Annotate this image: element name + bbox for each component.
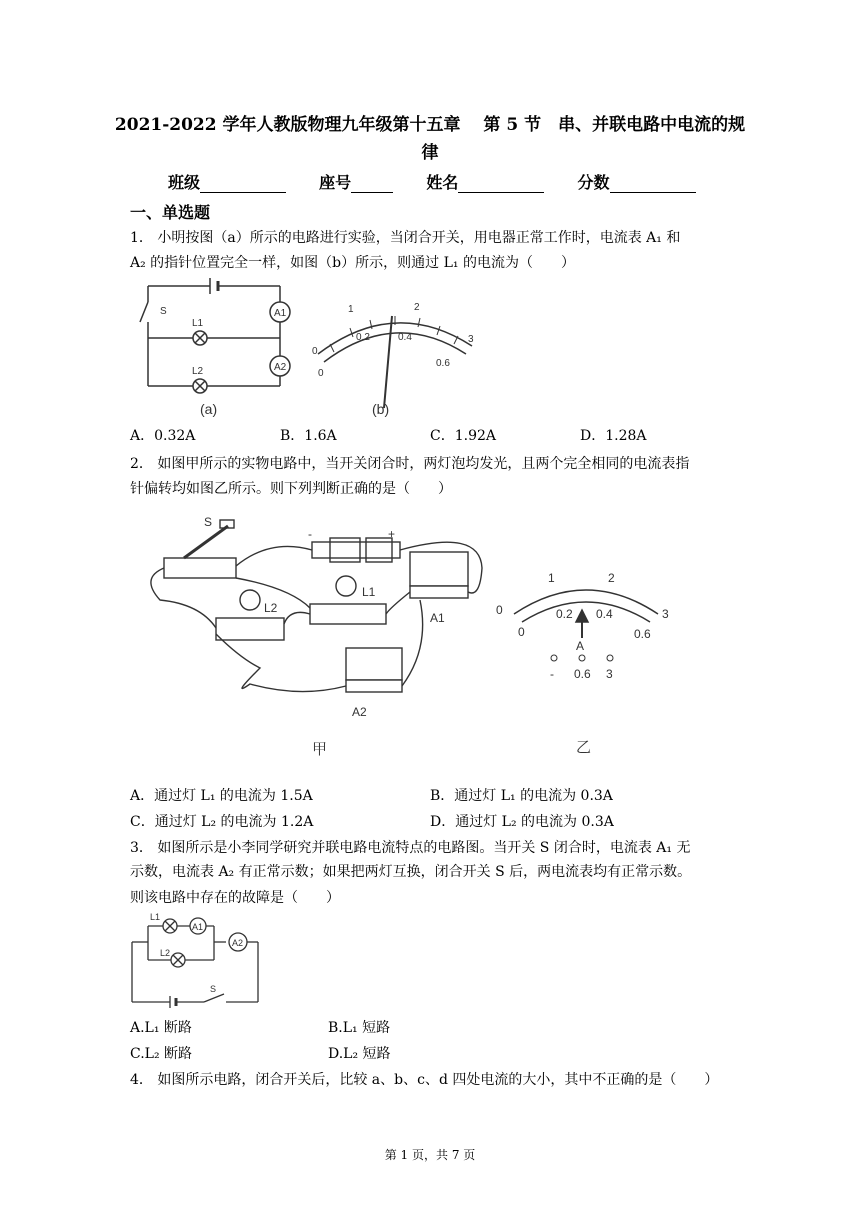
seat-blank: [351, 176, 393, 193]
q1-dial-top-3: 3: [468, 334, 474, 345]
q1-option-c[interactable]: C．1.92A: [430, 428, 496, 444]
q2-ammeter-dial-yi: [490, 566, 690, 756]
q3-option-d[interactable]: D.L₂ 短路: [328, 1046, 391, 1062]
q2-option-c[interactable]: C．通过灯 L₂ 的电流为 1.2A: [130, 814, 314, 830]
q1-dial-bot-2: 0.4: [398, 332, 412, 343]
page-title-line2: 律: [421, 143, 439, 163]
q3-label-l2: L2: [160, 948, 171, 958]
q2-dial-bot-1: 0.2: [556, 607, 573, 621]
q1-dial-bot-3: 0.6: [436, 358, 450, 369]
q2-physical-circuit-jia: [140, 508, 500, 758]
q1-option-b[interactable]: B．1.6A: [280, 428, 337, 444]
page-number: 第 1 页，共 7 页: [384, 1148, 476, 1162]
q2-terminal-06: 0.6: [574, 667, 591, 681]
q1-dial-top-2: 2: [414, 302, 420, 313]
q2-option-d[interactable]: D．通过灯 L₂ 的电流为 0.3A: [430, 814, 614, 830]
q2-dial-bot-2: 0.4: [596, 607, 613, 621]
seat-label: 座号: [319, 173, 352, 192]
q2-label-jia: 甲: [312, 741, 328, 758]
q2-option-a[interactable]: A．通过灯 L₁ 的电流为 1.5A: [130, 788, 313, 804]
q1-dial-top-0: 0: [312, 346, 318, 357]
q3-label-s: S: [210, 984, 217, 994]
q1-label-l1: L1: [192, 318, 204, 329]
q1-label-a2: A2: [274, 362, 287, 373]
q2-label-minus: -: [308, 527, 312, 541]
q2-option-b[interactable]: B．通过灯 L₁ 的电流为 0.3A: [430, 788, 613, 804]
q2-label-yi: 乙: [576, 739, 592, 756]
q2-terminal-minus: -: [550, 667, 554, 681]
q1-label-l2: L2: [192, 366, 204, 377]
q2-stem-line1: 2． 如图甲所示的实物电路中，当开关闭合时，两灯泡均发光，且两个完全相同的电流表指: [130, 456, 690, 472]
q2-dial-bot-3: 0.6: [634, 627, 651, 641]
class-label: 班级: [168, 173, 201, 192]
name-label: 姓名: [426, 173, 459, 192]
q1-label-s: S: [160, 306, 167, 317]
q1-ammeter-dial-b: [300, 296, 490, 422]
q1-label-a1: A1: [274, 308, 287, 319]
q2-label-plus: +: [388, 527, 396, 541]
q3-label-a2: A2: [232, 938, 244, 948]
q3-stem-line3: 则该电路中存在的故障是（ ）: [130, 890, 340, 906]
q2-dial-top-0: 0: [496, 603, 503, 617]
q3-stem-line1: 3． 如图所示是小李同学研究并联电路电流特点的电路图。当开关 S 闭合时，电流表 A₁ 无: [130, 840, 691, 856]
q3-circuit-diagram: [126, 910, 276, 1014]
q3-option-a[interactable]: A.L₁ 断路: [130, 1020, 192, 1036]
section-title: 一、单选题: [130, 203, 211, 222]
page-title-line1: 2021-2022 学年人教版物理九年级第十五章 第 5 节 串、并联电路中电流的规: [114, 115, 746, 135]
q3-option-b[interactable]: B.L₁ 短路: [328, 1020, 391, 1036]
q1-stem-line1: 1． 小明按图（a）所示的电路进行实验，当闭合开关，用电器正常工作时，电流表 A₁ 和: [130, 230, 681, 246]
name-blank: [458, 176, 544, 193]
q3-option-c[interactable]: C.L₂ 断路: [130, 1046, 193, 1062]
q1-label-b: (b): [372, 401, 390, 417]
q2-dial-top-3: 3: [662, 607, 669, 621]
q2-label-l1: L1: [362, 585, 376, 599]
q2-label-a1: A1: [430, 611, 445, 625]
q2-label-a2: A2: [352, 705, 367, 719]
score-blank: [610, 176, 696, 193]
q2-dial-top-2: 2: [608, 571, 615, 585]
q2-stem-line2: 针偏转均如图乙所示。则下列判断正确的是（ ）: [130, 481, 452, 497]
q4-stem-line1: 4． 如图所示电路，闭合开关后，比较 a、b、c、d 四处电流的大小，其中不正确的是（ ）: [130, 1072, 719, 1088]
q1-option-a[interactable]: A．0.32A: [130, 428, 196, 444]
q3-label-l1: L1: [150, 912, 161, 922]
q1-dial-bot-0: 0: [318, 368, 324, 379]
q2-dial-top-1: 1: [548, 571, 555, 585]
q1-stem-line2: A₂ 的指针位置完全一样，如图（b）所示，则通过 L₁ 的电流为（ ）: [130, 255, 575, 271]
class-blank: [200, 176, 286, 193]
q3-stem-line2: 示数，电流表 A₂ 有正常示数；如果把两灯互换，闭合开关 S 后，两电流表均有正常示数。: [130, 864, 692, 880]
score-label: 分数: [577, 173, 610, 192]
q1-dial-bot-1: 0.2: [356, 332, 370, 343]
q2-terminal-3: 3: [606, 667, 613, 681]
q2-label-l2: L2: [264, 601, 278, 615]
q1-dial-top-1: 1: [348, 304, 354, 315]
q1-option-d[interactable]: D．1.28A: [580, 428, 647, 444]
q1-label-a: (a): [200, 401, 218, 417]
q2-label-s: S: [204, 515, 213, 529]
q3-label-a1: A1: [192, 922, 204, 932]
q2-dial-bot-0: 0: [518, 625, 525, 639]
q2-dial-unit: A: [576, 639, 585, 653]
student-info-row: [168, 170, 696, 193]
